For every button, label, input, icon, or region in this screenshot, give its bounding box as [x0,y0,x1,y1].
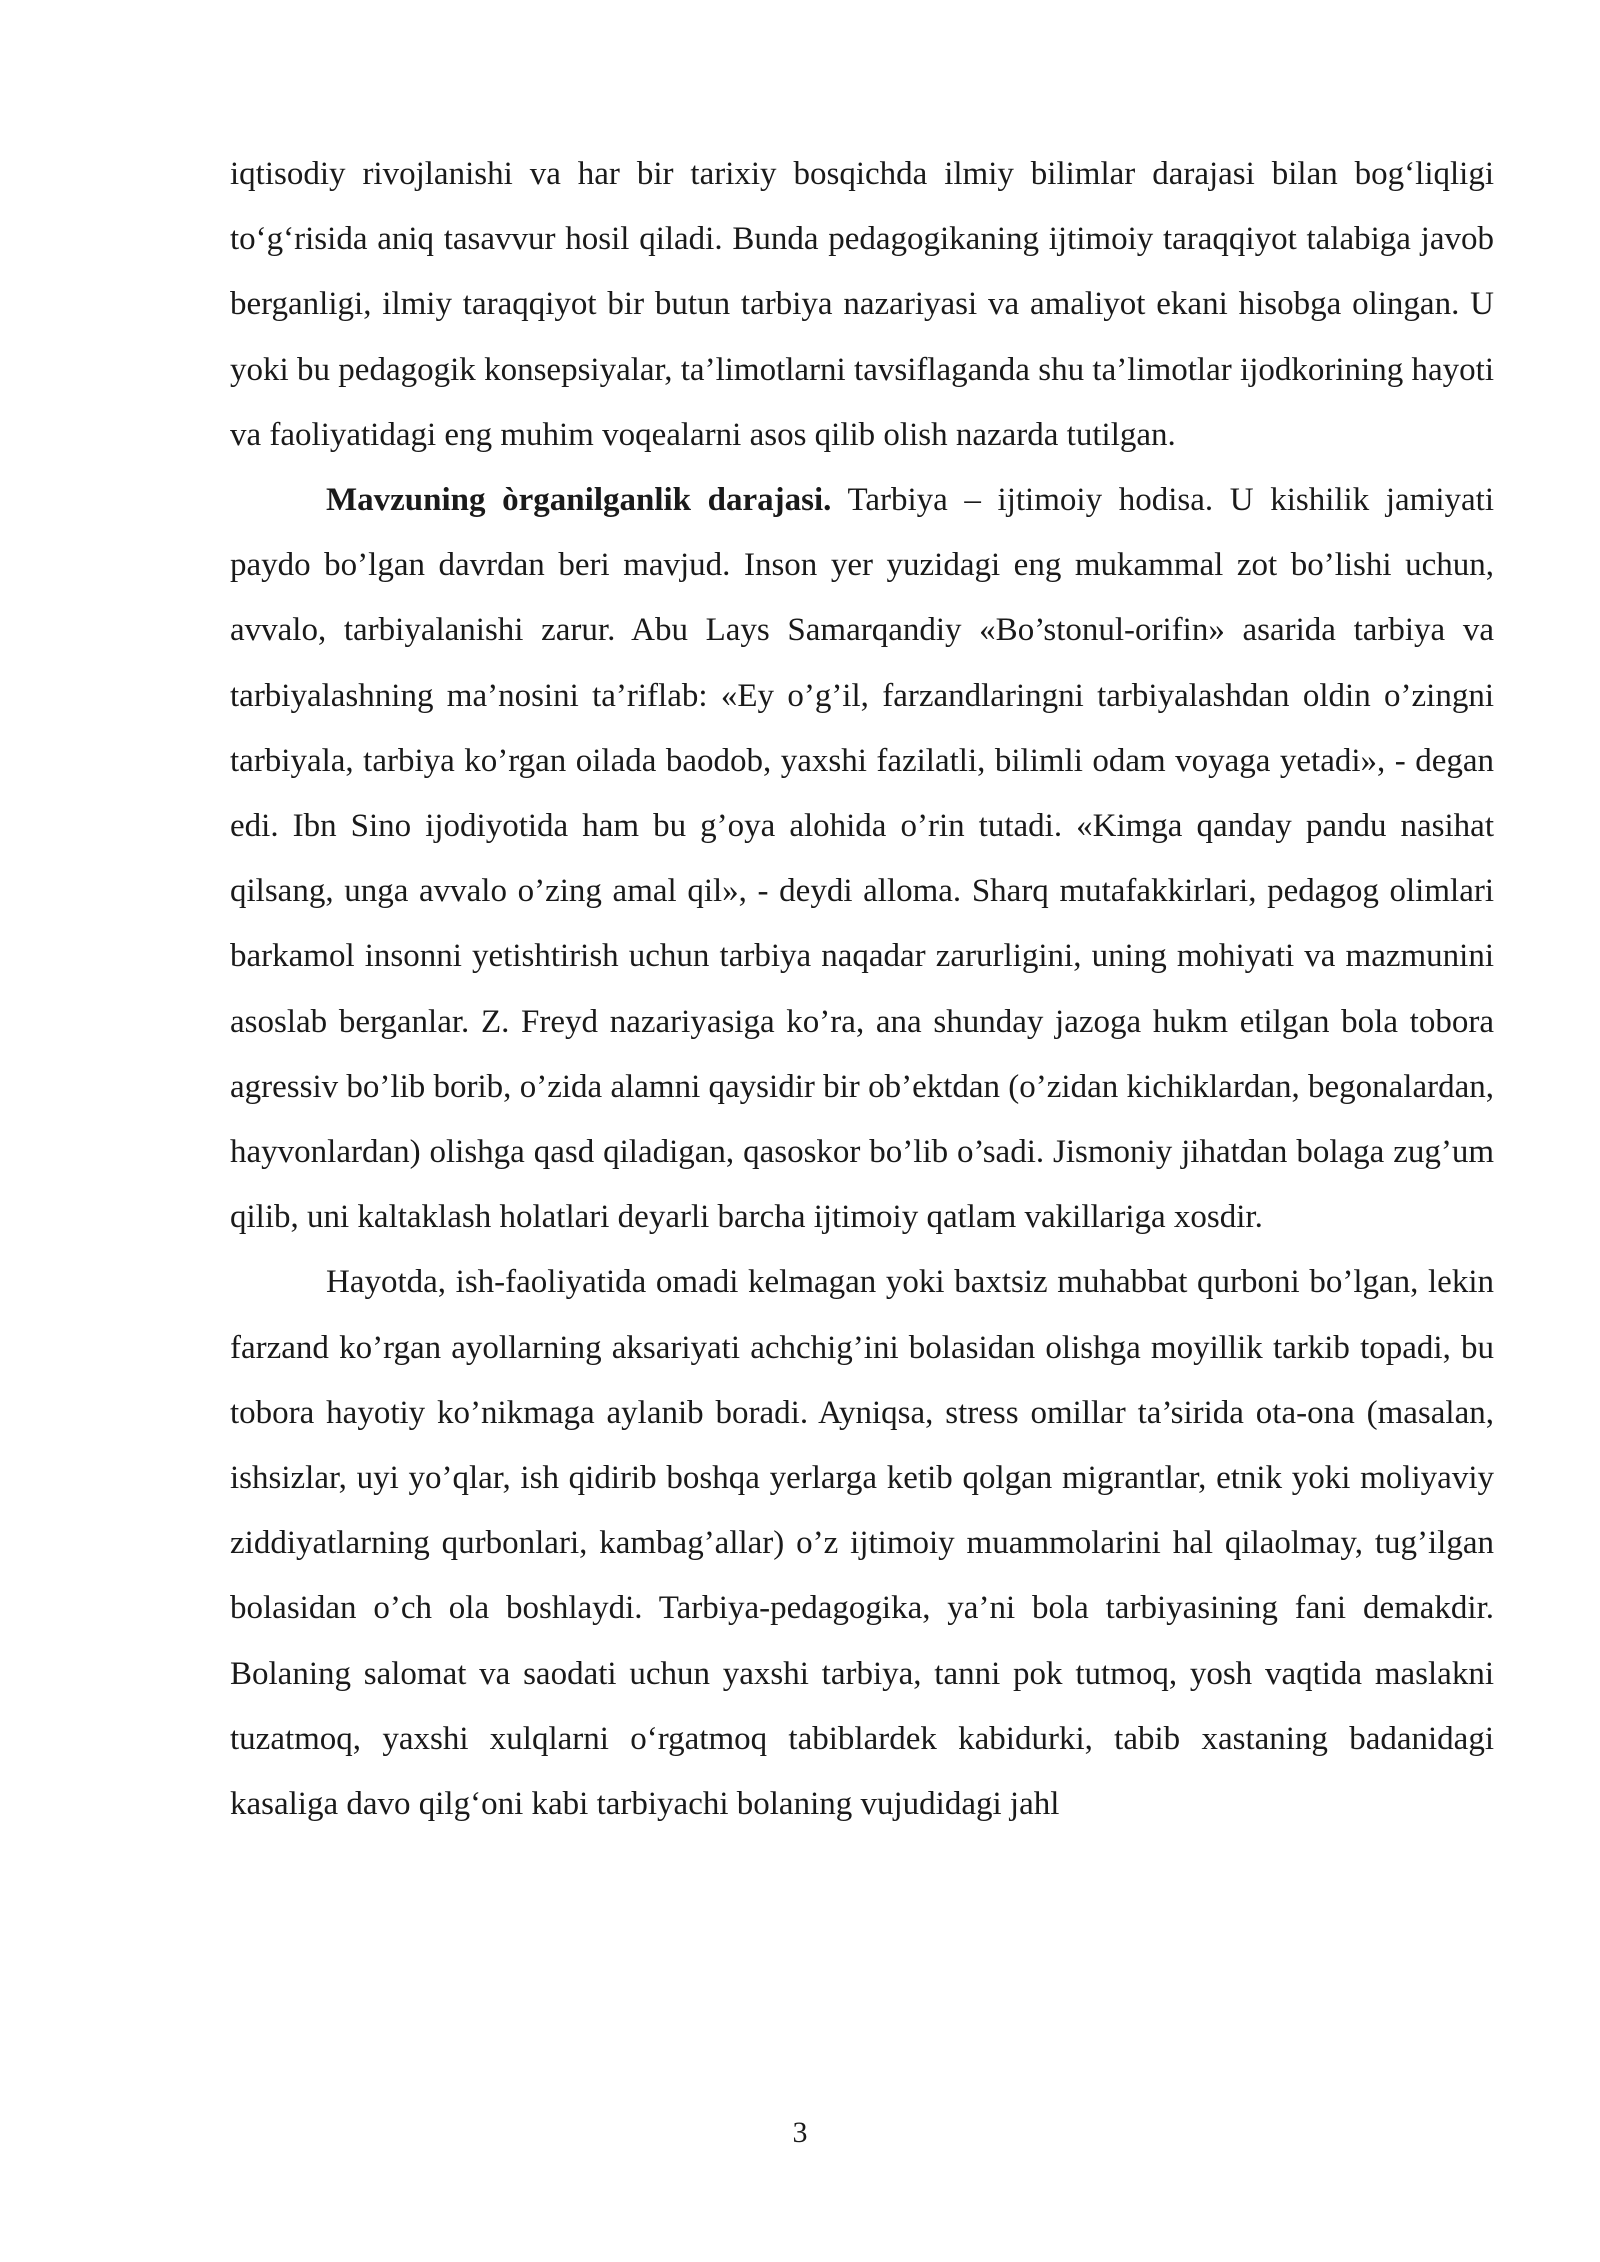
page-number: 3 [792,2116,808,2149]
paragraph-study-level [230,468,1494,1250]
paragraph-text: Tarbiya – ijtimoiy hodisa. U kishilik jamiyati paydo bo’lgan davrdan beri mavjud. Inson yer yuzidagi eng mukammal zot bo’lishi uchun, avvalo, tarbiyalanishi zarur. Abu Lays Samarqandiy «Bo’stonul-orifin» asarida tarbiya va tarbiyalashning ma’nosini ta’riflab: «Ey o’g’il, farzandlaringni tarbiyalashdan oldin o’zingni tarbiyala, tarbiya ko’rgan oilada baodob, yaxshi fazilatli, bilimli odam voyaga yetadi», - degan edi. Ibn Sino ijodiyotida ham bu g’oya alohida o’rin tutadi. «Kimga qanday pandu nasihat qilsang, unga avvalo o’zing amal qil», - deydi alloma. Sharq mutafakkirlari, pedagog olimlari barkamol insonni yetishtirish uchun tarbiya naqadar zarurligini, uning mohiyati va mazmunini asoslab berganlar. Z. Freyd nazariyasiga ko’ra, ana shunday jazoga hukm etilgan bola tobora agressiv bo’lib borib, o’zida alamni qaysidir bir ob’ektdan (o’zidan kichiklardan, begonalardan, hayvonlardan) olishga qasd qiladigan, qasoskor bo’lib o’sadi. Jismoniy jihatdan bolaga zug’um qilib, uni kaltaklash holatlari deyarli barcha ijtimoiy qatlam vakillariga xosdir. [230,482,1494,1236]
paragraph-text: Hayotda, ish-faoliyatida omadi kelmagan yoki baxtsiz muhabbat qurboni bo’lgan, lekin farzand ko’rgan ayollarning aksariyati achchig’ini bolasidan olishga moyillik tarkib topadi, bu tobora hayotiy ko’nikmaga aylanib boradi. Ayniqsa, stress omillar ta’sirida ota-ona (masalan, ishsizlar, uyi yo’qlar, ish qidirib boshqa yerlarga ketib qolgan migrantlar, etnik yoki moliyaviy ziddiyatlarning qurbonlari, kambag’allar) o’z ijtimoiy muammolarini hal qilaolmay, tug’ilgan bolasidan o’ch ola boshlaydi. Tarbiya-pedagogika, ya’ni bola tarbiyasining fani demakdir. Bolaning salomat va saodati uchun yaxshi tarbiya, tanni pok tutmoq, yosh vaqtida maslakni tuzatmoq, yaxshi xulqlarni o‘rgatmoq tabiblardek kabidurki, tabib xastaning badanidagi kasaliga davo qilg‘oni kabi tarbiyachi bolaning vujudidagi jahl [230,1264,1494,1823]
paragraph-continuation [230,142,1494,468]
paragraph-text: iqtisodiy rivojlanishi va har bir tarixiy bosqichda ilmiy bilimlar darajasi bilan bog‘liqligi to‘g‘risida aniq tasavvur hosil qiladi. Bunda pedagogikaning ijtimoiy taraqqiyot talabiga javob berganligi, ilmiy taraqqiyot bir butun tarbiya nazariyasi va amaliyot ekani hisobga olingan. U yoki bu pedagogik konsepsiyalar, ta’limotlarni tavsiflaganda shu ta’limotlar ijodkorining hayoti va faoliyatidagi eng muhim voqealarni asos qilib olish nazarda tutilgan. [230,156,1494,453]
section-heading: Mavzuning òrganilganlik darajasi. [326,482,832,519]
body-text [230,142,1494,1837]
paragraph-life-stress [230,1250,1494,1837]
